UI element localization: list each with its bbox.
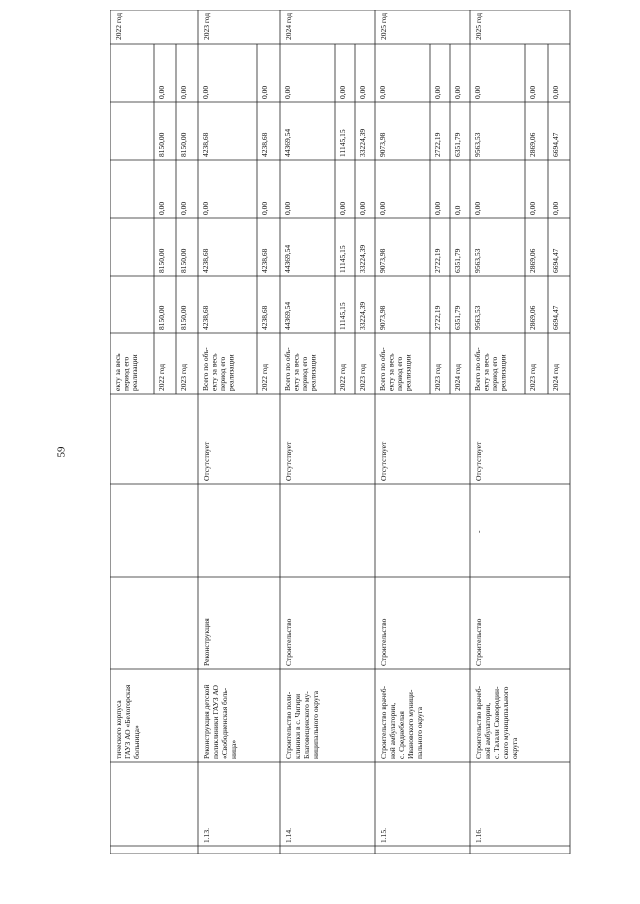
amount-value: 0,00 — [473, 85, 482, 99]
construction-objects-table — [110, 10, 594, 854]
amount-value: 8150,00 — [157, 132, 166, 157]
object-name: ница» — [229, 739, 238, 759]
amount-value: 2869,06 — [528, 305, 537, 330]
financing-period: Всего по объ- — [378, 347, 387, 391]
financing-period: период его — [395, 356, 404, 391]
amount-value: 0,0 — [453, 205, 462, 215]
object-name: Реконструкция детской — [202, 684, 211, 759]
financing-period: екту за весь — [291, 353, 301, 391]
object-name: Благовещенского му- — [302, 691, 311, 759]
object-name: Строительство врачеб- — [474, 685, 483, 759]
work-type: Строительство — [379, 618, 388, 666]
object-name: Ивановского муници- — [406, 689, 415, 759]
amount-value: 33224,39 — [358, 301, 367, 330]
amount-value: 0,00 — [283, 201, 292, 215]
work-type: Реконструкция — [202, 618, 211, 666]
amount-value: 0,00 — [157, 201, 166, 215]
absent-label: Отсутствует — [379, 441, 388, 481]
amount-value: 8150,00 — [157, 305, 166, 330]
amount-value: 0,00 — [528, 85, 537, 99]
amount-value: 6694,47 — [551, 132, 560, 157]
amount-value: 4238,68 — [201, 305, 210, 330]
amount-value: 8150,00 — [157, 248, 166, 273]
amount-value: 6351,79 — [453, 305, 462, 330]
amount-value: 4238,68 — [260, 132, 269, 157]
amount-value: 11145,15 — [338, 302, 347, 330]
financing-period: реализации — [403, 354, 413, 391]
amount-value: 0,00 — [453, 85, 462, 99]
amount-value: 6351,79 — [453, 132, 462, 157]
amount-value: 0,00 — [157, 85, 166, 99]
amount-value: 2869,06 — [528, 248, 537, 273]
object-name: ского муниципального — [501, 686, 510, 759]
amount-value: 6351,79 — [453, 248, 462, 273]
amount-value: 9073,98 — [378, 305, 387, 330]
amount-value: 33224,39 — [358, 244, 367, 273]
amount-value: 6694,47 — [551, 248, 560, 273]
commissioning-year: 2025 год — [379, 12, 388, 40]
commissioning-year: 2023 год — [202, 12, 211, 40]
amount-value: 4238,68 — [201, 248, 210, 273]
empty-dash: - — [474, 530, 483, 533]
financing-period: 2024 год — [551, 363, 560, 391]
row-number: 1.16. — [474, 828, 483, 843]
amount-value: 2722,19 — [433, 248, 442, 273]
amount-value: 0,00 — [528, 201, 537, 215]
amount-value: 9073,98 — [378, 248, 387, 273]
amount-value: 0,00 — [433, 85, 442, 99]
object-name: ниципального округа — [311, 690, 320, 759]
financing-period: Всего по объ- — [283, 347, 292, 391]
financing-period: 2023 год — [433, 363, 442, 391]
absent-label: Отсутствует — [284, 441, 293, 481]
amount-value: 8150,00 — [179, 132, 188, 157]
financing-period: екту за весь — [481, 353, 491, 391]
amount-value: 0,00 — [551, 201, 560, 215]
amount-value: 4238,68 — [201, 132, 210, 157]
work-type: Строительство — [284, 618, 293, 666]
amount-value: 0,00 — [358, 201, 367, 215]
object-name: с. Талали Сковородин- — [492, 686, 501, 759]
amount-value: 11145,15 — [338, 245, 347, 273]
amount-value: 44369,54 — [283, 128, 292, 157]
object-name: ной амбулатории, — [483, 702, 492, 759]
amount-value: 0,00 — [338, 201, 347, 215]
amount-value: 0,00 — [179, 85, 188, 99]
row-number: 1.15. — [379, 828, 388, 843]
amount-value: 2722,19 — [433, 132, 442, 157]
row-number: 1.14. — [284, 828, 293, 843]
amount-value: 44369,54 — [283, 301, 292, 330]
amount-value: 8150,00 — [179, 305, 188, 330]
financing-period: 2023 год — [358, 363, 367, 391]
amount-value: 9563,53 — [473, 248, 482, 273]
financing-period: екту за весь — [113, 353, 122, 391]
amount-value: 9563,53 — [473, 132, 482, 157]
amount-value: 8150,00 — [179, 248, 188, 273]
financing-period: 2022 год — [260, 363, 269, 391]
object-name: с. Среднебелая — [397, 711, 406, 759]
financing-period: реализации — [498, 354, 508, 391]
amount-value: 0,00 — [283, 85, 292, 99]
object-name: больница» — [132, 725, 141, 759]
amount-value: 0,00 — [260, 85, 269, 99]
object-name: пального округа — [415, 706, 424, 759]
commissioning-year: 2022 год — [114, 12, 123, 40]
amount-value: 44369,54 — [283, 244, 292, 273]
rotated-table-page — [110, 10, 594, 854]
financing-period: 2023 год — [528, 363, 537, 391]
absent-label: Отсутствует — [474, 441, 483, 481]
amount-value: 0,00 — [551, 85, 560, 99]
financing-period: реализации — [226, 354, 236, 391]
object-name: клиники в с. Чигири — [293, 693, 302, 759]
amount-value: 0,00 — [378, 85, 387, 99]
amount-value: 9073,98 — [378, 132, 387, 157]
amount-value: 4238,68 — [260, 248, 269, 273]
financing-period: период его — [490, 356, 499, 391]
row-number: 1.13. — [202, 828, 211, 843]
financing-period: период его — [300, 356, 309, 391]
amount-value: 0,00 — [201, 85, 210, 99]
amount-value: 33224,39 — [358, 128, 367, 157]
financing-period: 2024 год — [453, 363, 462, 391]
object-name: ной амбулатории, — [388, 702, 397, 759]
commissioning-year: 2024 год — [284, 12, 293, 40]
object-name: тического корпуса — [114, 700, 123, 759]
financing-period: екту за весь — [209, 353, 219, 391]
amount-value: 0,00 — [433, 201, 442, 215]
amount-value: 0,00 — [179, 201, 188, 215]
object-name: округа — [510, 737, 519, 759]
financing-period: 2022 год — [157, 363, 166, 391]
financing-period: реализации — [308, 354, 318, 391]
object-name: Строительство врачеб- — [379, 685, 388, 759]
object-name: поликлиники ГАУЗ АО — [211, 685, 220, 759]
financing-period: период его — [121, 356, 131, 391]
amount-value: 0,00 — [378, 201, 387, 215]
financing-period: период его — [218, 356, 227, 391]
financing-period: Всего по объ- — [201, 347, 210, 391]
amount-value: 0,00 — [201, 201, 210, 215]
object-name: ГАУЗ АО «Белогорская — [123, 684, 132, 759]
amount-value: 2869,06 — [528, 132, 537, 157]
amount-value: 9563,53 — [473, 305, 482, 330]
amount-value: 0,00 — [473, 201, 482, 215]
amount-value: 2722,19 — [433, 305, 442, 330]
financing-period: 2022 год — [338, 363, 347, 391]
absent-label: Отсутствует — [202, 441, 211, 481]
financing-period: реализации — [130, 354, 139, 391]
amount-value: 0,00 — [358, 85, 367, 99]
amount-value: 6694,47 — [551, 305, 560, 330]
commissioning-year: 2025 год — [474, 12, 483, 40]
amount-value: 0,00 — [338, 85, 347, 99]
work-type: Строительство — [474, 618, 483, 666]
amount-value: 11145,15 — [338, 129, 347, 157]
financing-period: Всего по объ- — [473, 347, 482, 391]
object-name: Строительство поли- — [284, 691, 293, 759]
financing-period: екту за весь — [386, 353, 396, 391]
financing-period: 2023 год — [179, 363, 188, 391]
page-number: 59 — [55, 446, 68, 458]
object-name: «Свободненская боль- — [220, 687, 229, 759]
amount-value: 0,00 — [260, 201, 269, 215]
amount-value: 4238,68 — [260, 305, 269, 330]
